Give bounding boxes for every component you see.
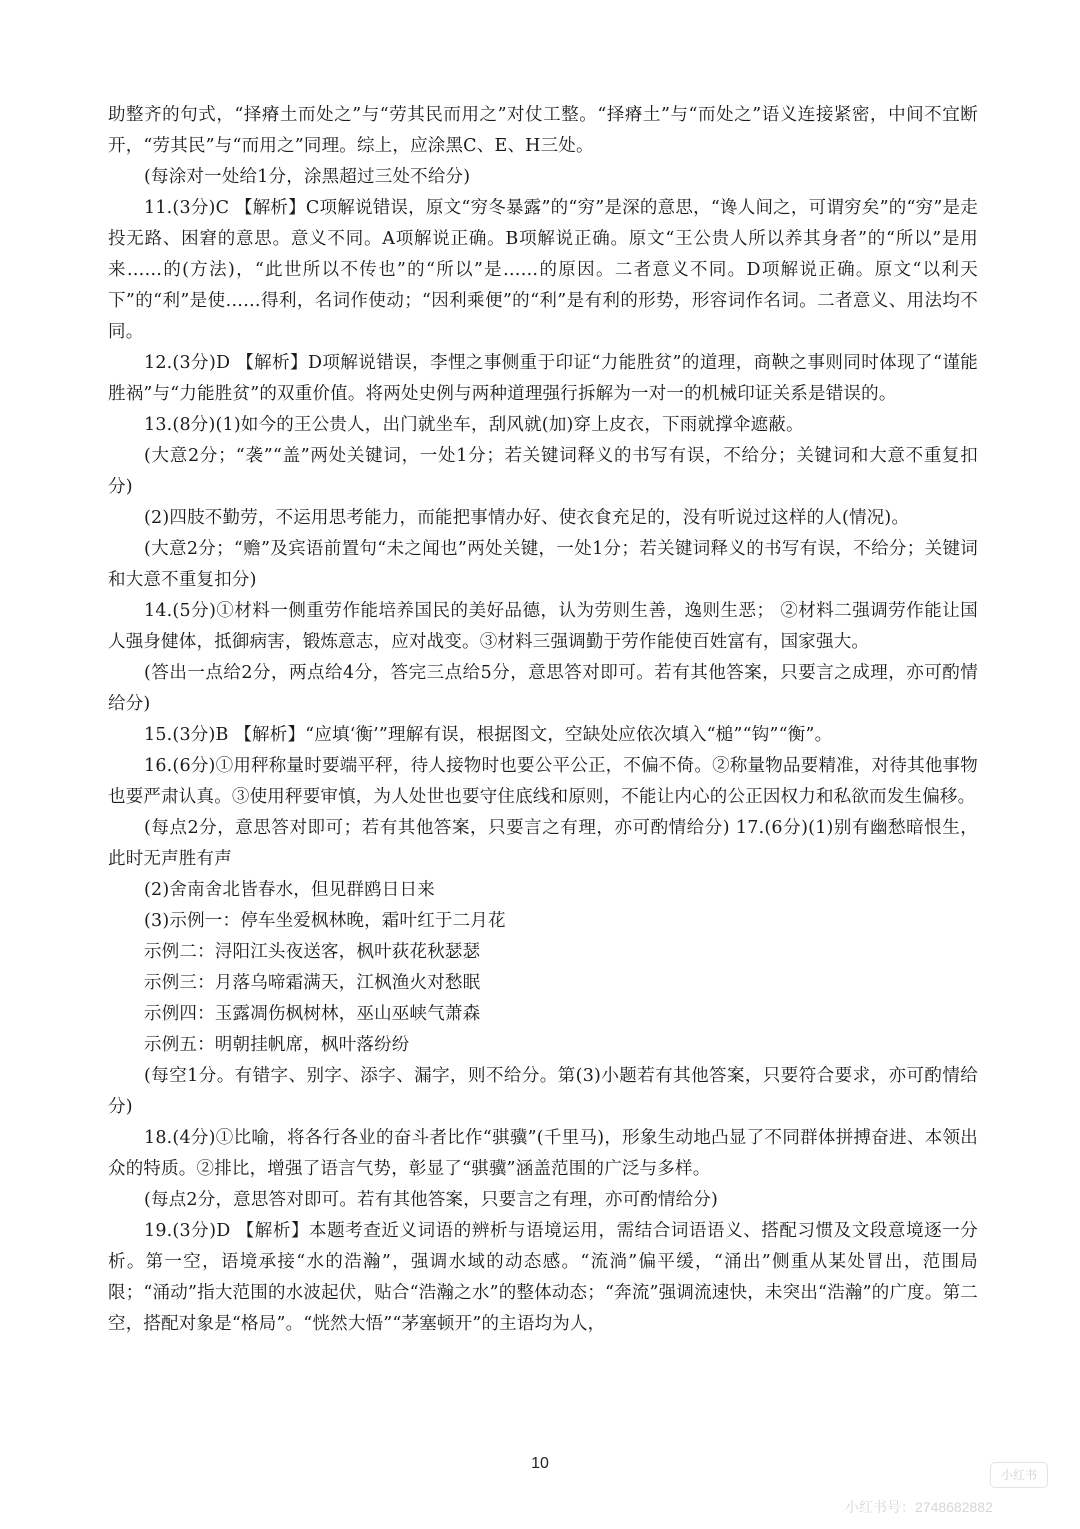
answer-paragraph: 12.(3分)D 【解析】D项解说错误，李悝之事侧重于印证“力能胜贫”的道理，商鞅之事则同时体现了“谨能胜祸”与“力能胜贫”的双重价值。将两处史例与两种道理强行拆解为一对一的机械印证关系是错误的。 — [108, 353, 978, 404]
answer-paragraph: (2)四肢不勤劳，不运用思考能力，而能把事情办好、使衣食充足的，没有听说过这样的人(情况)。 — [144, 508, 910, 528]
answer-paragraph: (答出一点给2分，两点给4分，答完三点给5分，意思答对即可。若有其他答案，只要言之成理，亦可酌情给分) — [108, 663, 978, 714]
watermark-logo: 小红书 — [990, 1462, 1048, 1488]
answer-paragraph: 15.(3分)B 【解析】“应填‘衡’”理解有误，根据图文，空缺处应依次填入“槌”“钩”“衡”。 — [144, 725, 833, 745]
answer-paragraph: (每空1分。有错字、别字、添字、漏字，则不给分。第(3)小题若有其他答案，只要符合要求，亦可酌情给分) — [108, 1066, 978, 1117]
answer-paragraph: (每点2分，意思答对即可；若有其他答案，只要言之有理，亦可酌情给分) 17.(6分)(1)别有幽愁暗恨生，此时无声胜有声 — [108, 818, 978, 869]
answer-paragraph: (大意2分；“袭”“盖”两处关键词，一处1分；若关键词释义的书写有误，不给分；关键词和大意不重复扣分) — [108, 446, 978, 497]
answer-paragraph: (每点2分，意思答对即可。若有其他答案，只要言之有理，亦可酌情给分) — [144, 1190, 719, 1210]
document-page — [108, 100, 978, 1340]
answer-paragraph: (2)舍南舍北皆春水，但见群鸥日日来 — [144, 880, 435, 900]
answer-paragraph: 18.(4分)①比喻，将各行各业的奋斗者比作“骐骥”(千里马)，形象生动地凸显了不同群体拼搏奋进、本领出众的特质。②排比，增强了语言气势，彰显了“骐骥”涵盖范围的广泛与多样。 — [108, 1128, 978, 1179]
answer-paragraph: 示例二：浔阳江头夜送客，枫叶荻花秋瑟瑟 — [144, 942, 481, 962]
answer-paragraph: 13.(8分)(1)如今的王公贵人，出门就坐车，刮风就(加)穿上皮衣，下雨就撑伞遮蔽。 — [144, 415, 804, 435]
answer-paragraph: (3)示例一：停车坐爱枫林晚，霜叶红于二月花 — [144, 911, 506, 931]
page-number: 10 — [531, 1455, 549, 1472]
answer-paragraph: 11.(3分)C 【解析】C项解说错误，原文“穷冬暴露”的“穷”是深的意思，“谗人间之，可谓穷矣”的“穷”是走投无路、困窘的意思。意义不同。A项解说正确。B项解说正确。原文“王公贵人所以养其身者”的“所以”是用来……的(方法)，“此世所以不传也”的“所以”是……的原因。二者意义不同。D项解说正确。原文“以利天下”的“利”是使……得利，名词作使动；“因利乘便”的“利”是有利的形势，形容词作名词。二者意义、用法均不同。 — [108, 198, 978, 342]
answer-paragraph: 19.(3分)D 【解析】本题考查近义词语的辨析与语境运用，需结合词语语义、搭配习惯及文段意境逐一分析。第一空，语境承接“水的浩瀚”，强调水域的动态感。“流淌”偏平缓，“涌出”侧重从某处冒出，范围局限；“涌动”指大范围的水波起伏，贴合“浩瀚之水”的整体动态；“奔流”强调流速快，未突出“浩瀚”的广度。第二空，搭配对象是“格局”。“恍然大悟”“茅塞顿开”的主语均为人， — [108, 1221, 978, 1334]
answer-paragraph: 14.(5分)①材料一侧重劳作能培养国民的美好品德，认为劳则生善，逸则生恶； ②材料二强调劳作能让国人强身健体，抵御病害，锻炼意志，应对战变。③材料三强调勤于劳作能使百姓富有，国家强大。 — [108, 601, 978, 652]
answer-paragraph: 16.(6分)①用秤称量时要端平秤，待人接物时也要公平公正，不偏不倚。②称量物品要精准，对待其他事物也要严肃认真。③使用秤要审慎，为人处世也要守住底线和原则，不能让内心的公正因权力和私欲而发生偏移。 — [108, 756, 978, 807]
answer-paragraph: 助整齐的句式，“择瘠土而处之”与“劳其民而用之”对仗工整。“择瘠土”与“而处之”语义连接紧密，中间不宜断开，“劳其民”与“而用之”同理。综上，应涂黑C、E、H三处。 — [108, 105, 978, 156]
answer-paragraph: (每涂对一处给1分，涂黑超过三处不给分) — [144, 167, 471, 187]
answer-paragraph: (大意2分；“赡”及宾语前置句“未之闻也”两处关键，一处1分；若关键词释义的书写有误，不给分；关键词和大意不重复扣分) — [108, 539, 978, 590]
watermark-id: 小红书号：2748682882 — [845, 1499, 993, 1515]
answer-paragraph: 示例五：明朝挂帆席，枫叶落纷纷 — [144, 1035, 410, 1055]
answer-paragraph: 示例三：月落乌啼霜满天，江枫渔火对愁眠 — [144, 973, 481, 993]
answer-paragraph: 示例四：玉露凋伤枫树林，巫山巫峡气萧森 — [144, 1004, 481, 1024]
